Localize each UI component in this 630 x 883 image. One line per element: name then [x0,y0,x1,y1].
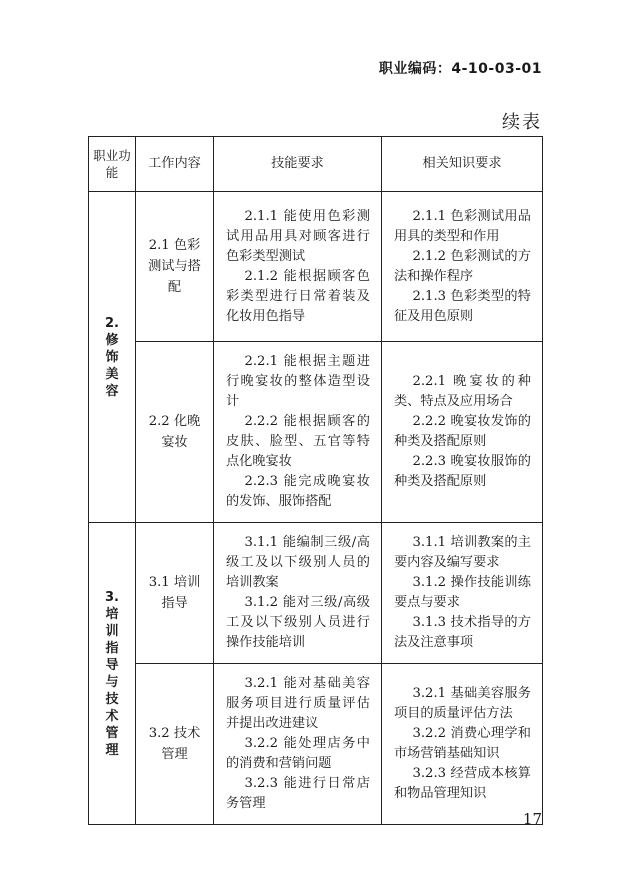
header-skill-requirements: 技能要求 [214,137,382,192]
skill-item: 3.1.1 能编制三级/高级工及以下级别人员的培训教案 [226,535,370,590]
work-content-cell: 3.1 培训指导 [136,523,214,664]
table-row [89,664,543,825]
table-row [89,342,543,523]
header-knowledge-requirements: 相关知识要求 [382,137,543,192]
knowledge-item: 3.1.3 技术指导的方法及注意事项 [394,615,531,650]
knowledge-item: 3.1.1 培训教案的主要内容及编写要求 [394,535,531,570]
function-name: 修饰美容 [105,332,119,399]
skill-item: 2.1.2 能根据顾客色彩类型进行日常着装及化妆用色指导 [226,268,370,324]
table-row [89,523,543,664]
skill-cell [214,192,382,342]
function-name: 培训指导与技术管理 [105,606,119,758]
knowledge-cell [382,523,543,664]
knowledge-item: 2.1.1 色彩测试用品用具的类型和作用 [394,208,531,244]
knowledge-item: 2.1.3 色彩类型的特征及用色原则 [394,288,531,324]
skill-item: 2.2.1 能根据主题进行晚宴妆的整体造型设计 [226,354,370,409]
knowledge-item: 2.2.2 晚宴妆发饰的种类及搭配原则 [394,414,531,449]
knowledge-item: 2.1.2 色彩测试的方法和操作程序 [394,248,531,284]
skill-item: 2.2.2 能根据顾客的皮肤、脸型、五官等特点化晚宴妆 [226,414,370,469]
knowledge-item: 3.2.2 消费心理学和市场营销基础知识 [394,726,531,761]
knowledge-item: 2.2.3 晚宴妆服饰的种类及搭配原则 [394,454,531,489]
skills-table [88,136,543,825]
knowledge-item: 3.2.1 基础美容服务项目的质量评估方法 [394,686,531,721]
function-cell-3 [89,523,136,825]
skill-item: 3.1.2 能对三级/高级工及以下级别人员进行操作技能培训 [226,595,370,650]
work-content-cell: 3.2 技术管理 [136,664,214,825]
knowledge-item: 3.2.3 经营成本核算和物品管理知识 [394,766,531,801]
skill-cell [214,523,382,664]
function-number: 3. [105,589,119,605]
function-number: 2. [105,315,119,331]
table-header-row [89,137,543,192]
skill-item: 3.2.3 能进行日常店务管理 [226,776,370,811]
skill-item: 3.2.1 能对基础美容服务项目进行质量评估并提出改进建议 [226,676,370,731]
work-content-cell: 2.1 色彩测试与搭配 [136,192,214,342]
knowledge-item: 2.2.1 晚宴妆的种类、特点及应用场合 [394,374,531,409]
page-number: 17 [522,810,542,828]
skill-cell [214,664,382,825]
table-row [89,192,543,342]
skill-cell [214,342,382,523]
header-function: 职业功能 [89,137,136,192]
function-cell-2 [89,192,136,523]
header-work-content: 工作内容 [136,137,214,192]
continued-table-label: 续表 [502,112,542,133]
occupation-code: 职业编码：4-10-03-01 [378,61,542,77]
knowledge-cell [382,664,543,825]
knowledge-cell [382,342,543,523]
skill-item: 3.2.2 能处理店务中的消费和营销问题 [226,736,370,771]
skill-item: 2.1.1 能使用色彩测试用品用具对顾客进行色彩类型测试 [226,208,370,264]
work-content-cell: 2.2 化晚宴妆 [136,342,214,523]
knowledge-cell [382,192,543,342]
knowledge-item: 3.1.2 操作技能训练要点与要求 [394,575,531,610]
skill-item: 2.2.3 能完成晚宴妆的发饰、服饰搭配 [226,474,370,509]
